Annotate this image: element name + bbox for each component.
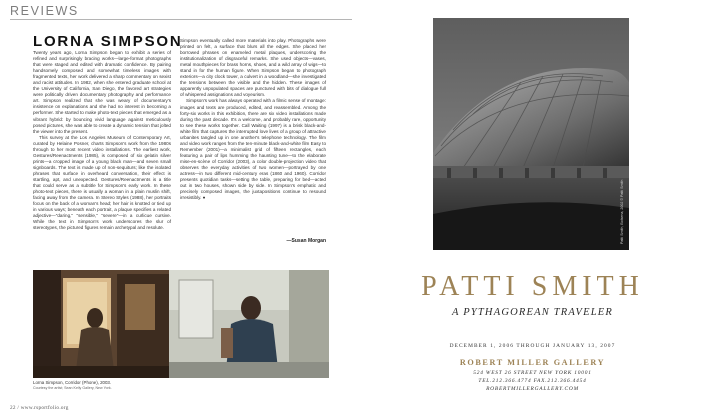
film-still-left-panel — [33, 270, 169, 378]
paragraph: This survey at the Los Angeles Museum of Contemporary Art, curated by Helaine Posner, charts Simpson's work from the 1980s through to her most recent video installations. The earliest work, Gestures/Reenactments (1985), is composed of six gelatin silver prints—a cropped image of a young black man—and seven small signboards. The text is made up of non-sequiturs; like the isolated phrases that surface in overheard conversation, their effect is startling, apt, and unexpected. Gestures/Reenactments is a title that could serve as a subtitle for Simpson's early work. In these photo-text pieces, there is usually a woman in a plain muslin shift, facing away from the camera. In Stereo Styles (1988), her portraits focus on the back of a woman's head; her hair is knotted or tied up in various ways; beneath each portrait, a plaque specifies a related adjective—"daring," "sensible," "severe"—in a curlicue cursive. While the text in Simpson's work underscores the slur of stereotypes, the pictured figures remain archetypal and resolute. — [33, 134, 171, 231]
film-still-image — [33, 270, 329, 378]
gallery-phone-fax: TEL.212.366.4774 FAX.212.366.4454 — [478, 378, 587, 384]
photo-credit-text: Patti Smith, Bolsena, 2002 © Patti Smith — [620, 179, 624, 244]
gallery-name: ROBERT MILLER GALLERY — [459, 358, 606, 367]
paragraph: Simpson eventually called more materials into play. Photographs were printed on felt, a surface that blurs all the edges. She placed her borrowed phrases on enameled metal plaques, underscoring the institutionalization of disgraceful remarks. She used objects—vases, metal mouthpieces for brass horns, shoes, and a wild array of wigs—to stand in for the human figure. When Simpson began to photograph exteriors—a city clock tower, a culvert in a woodland—she investigated the tensions between the visible and the hidden. These images of apparently unpopulated spaces are punctured with bits of dialogue full of whispered assignations and voyeurism. — [180, 38, 326, 98]
exhibition-dates: DECEMBER 1, 2006 THROUGH JANUARY 13, 2007 — [449, 343, 616, 349]
right-page — [355, 0, 710, 420]
text-column-2 — [180, 38, 326, 201]
article-title: LORNA SIMPSON — [33, 33, 183, 50]
exhibition-title: PATTI SMITH — [421, 271, 644, 302]
paragraph: Simpson's work has always operated with a filmic sense of montage: images and texts are produced, edited, and reassembled. Among the forty-six works in this exhibition, there are six video installations made during the past decade. It's a welcome, and probably rare, opportunity to see these works together. Call Waiting (1997) is a brisk black-and-white film that captures the interrupted love lives of a group of attractive urbanites tangled up in one another's telephone technology. The film and video work ranges from the ten-minute black-and-white film Easy to Remember (2001)—a minimalist grid of fifteen rectangles, each featuring a pair of lips humming the haunting tune—to the elaborate mise-en-scène of Corridor (2003), a color double-projection video that observes the everyday activities of two women—portrayed by one actress—in two different mid-century eras (1860 and 1960). Corridor presents quotidian tasks—setting the table, preparing for bed—acted out in two houses, shown side by side. In Simpson's emphatic and precisely composed images, the juxtapositions continue to resound irresistibly. ● — [180, 98, 326, 201]
photo-credit-vertical — [617, 150, 626, 246]
gallery-address: 524 WEST 26 STREET NEW YORK 10001 — [473, 370, 592, 376]
gallery-website: ROBERTMILLERGALLERY.COM — [486, 386, 579, 392]
bw-photograph — [433, 18, 629, 250]
image-credit: Courtesy the artist; Sean Kelly Gallery, New York. — [33, 386, 112, 390]
header-rule — [10, 19, 352, 20]
exhibition-subtitle: A PYTHAGOREAN TRAVELER — [451, 307, 613, 318]
author-byline: —Susan Morgan — [286, 238, 326, 244]
section-label: REVIEWS — [10, 4, 79, 18]
film-still-right-panel — [169, 270, 329, 378]
paragraph: Twenty years ago, Lorna Simpson began to exhibit a series of refined and surprisingly bracing works—large-format photographs that were staged and edited with dramatic confidence. By pairing handsomely composed and somewhat timeless images with fragmented texts, her work delivered a sharp commentary on sexist and racist attitudes. In 1982, when she entered graduate school at the University of California, San Diego, the favored art strategies were politically driven documentary photography and performance art. Simpson realized that she was weary of documentary's insistence on explanations and she had no interest in becoming a performer. She started to make photo-text pieces that emerged as a vibrant hybrid: by bouncing vivid language against meticulously posed pictures, she was able to create a dynamic tension that jolted the viewer into the present. — [33, 50, 171, 134]
text-column-1 — [33, 50, 171, 231]
page-folio: 22 / www.rsportfolio.org — [10, 405, 69, 411]
image-caption: Lorna Simpson, Corridor (Phone), 2003. — [33, 380, 112, 385]
